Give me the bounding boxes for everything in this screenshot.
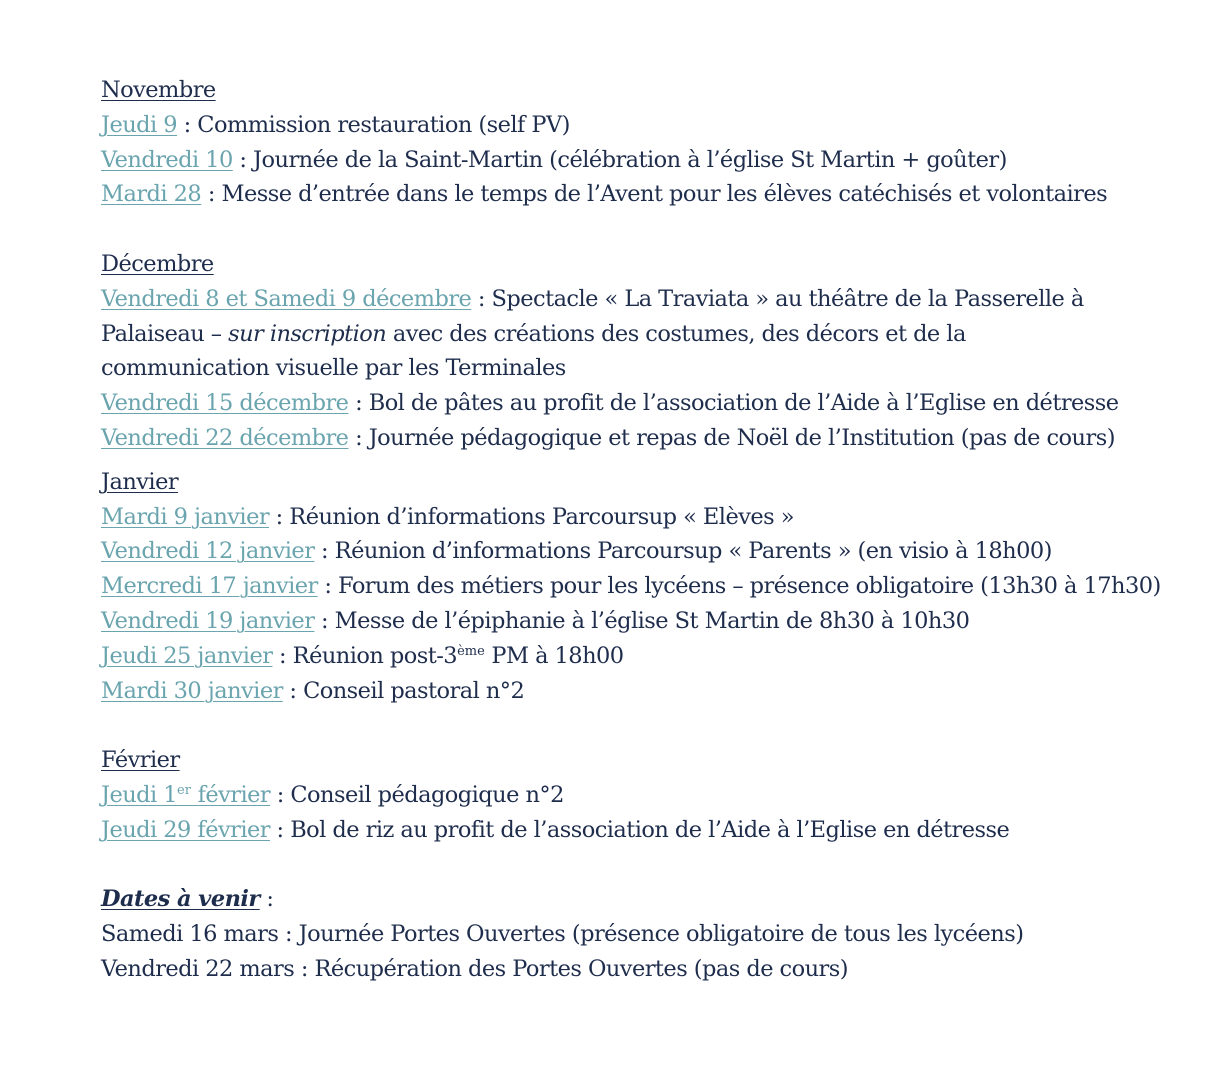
calendar-content bbox=[101, 73, 1211, 987]
event-line bbox=[101, 108, 1211, 143]
event-text: avec des créations des costumes, des décors et de la bbox=[392, 320, 966, 347]
month-label: Novembre bbox=[101, 77, 216, 103]
event-line bbox=[101, 639, 1211, 674]
month-heading-fevrier bbox=[101, 743, 1211, 778]
event-line bbox=[101, 386, 1211, 421]
superscript: er bbox=[177, 782, 191, 798]
month-heading-decembre bbox=[101, 247, 1211, 282]
event-text: Forum des métiers pour les lycéens – présence obligatoire (13h30 à 17h30) bbox=[337, 573, 1161, 600]
event-text: Journée pédagogique et repas de Noël de l’Institution (pas de cours) bbox=[368, 424, 1115, 451]
separator: : bbox=[266, 886, 274, 913]
event-text: Messe de l’épiphanie à l’église St Martin de 8h30 à 10h30 bbox=[334, 607, 970, 634]
event-date: Vendredi 12 janvier bbox=[101, 538, 315, 565]
event-text: Bol de riz au profit de l’association de l’Aide à l’Eglise en détresse bbox=[290, 816, 1010, 843]
event-text: PM à 18h00 bbox=[491, 642, 624, 669]
separator: : bbox=[477, 285, 485, 312]
event-text: Spectacle « La Traviata » au théâtre de la Passerelle à bbox=[491, 285, 1084, 312]
month-label: Février bbox=[101, 747, 180, 774]
event-date: Mardi 28 bbox=[101, 181, 202, 208]
event-date-part: février bbox=[197, 781, 271, 808]
event-line bbox=[101, 282, 1211, 317]
event-text: Récupération des Portes Ouvertes (pas de cours) bbox=[314, 955, 848, 982]
separator: : bbox=[355, 424, 363, 451]
event-continuation bbox=[101, 317, 1211, 352]
event-date: Vendredi 8 et Samedi 9 décembre bbox=[101, 285, 472, 312]
event-date: Samedi 16 mars bbox=[101, 921, 279, 948]
event-text: Messe d’entrée dans le temps de l’Avent pour les élèves catéchisés et volontaires bbox=[221, 181, 1108, 208]
event-date: Vendredi 10 bbox=[101, 146, 233, 173]
separator: : bbox=[276, 781, 284, 808]
event-line bbox=[101, 778, 1211, 813]
month-heading-janvier bbox=[101, 465, 1211, 500]
event-line bbox=[101, 952, 1211, 987]
event-line bbox=[101, 177, 1211, 212]
event-line bbox=[101, 674, 1211, 709]
separator: : bbox=[324, 573, 332, 600]
upcoming-heading bbox=[101, 882, 1211, 917]
spacer bbox=[101, 848, 1211, 883]
separator: : bbox=[321, 607, 329, 634]
event-line bbox=[101, 604, 1211, 639]
event-text: Conseil pastoral n°2 bbox=[303, 677, 525, 704]
separator: : bbox=[275, 503, 283, 530]
event-text-italic: sur inscription bbox=[228, 320, 387, 347]
event-text: communication visuelle par les Terminales bbox=[101, 355, 566, 382]
event-text: Palaiseau – bbox=[101, 320, 222, 347]
event-text: Commission restauration (self PV) bbox=[197, 111, 570, 138]
event-date bbox=[101, 782, 270, 808]
month-heading-novembre bbox=[101, 73, 1211, 108]
separator: : bbox=[207, 181, 215, 208]
month-label: Janvier bbox=[101, 468, 179, 495]
event-line bbox=[101, 813, 1211, 848]
separator: : bbox=[321, 538, 329, 565]
event-date: Jeudi 25 janvier bbox=[101, 642, 273, 669]
event-line bbox=[101, 569, 1211, 604]
event-text: Bol de pâtes au profit de l’association de l’Aide à l’Eglise en détresse bbox=[368, 390, 1119, 417]
event-text: Réunion d’informations Parcoursup « Elèves » bbox=[289, 503, 794, 530]
event-date: Vendredi 19 janvier bbox=[101, 607, 315, 634]
event-text: Conseil pédagogique n°2 bbox=[290, 781, 564, 808]
event-line bbox=[101, 917, 1211, 952]
event-line bbox=[101, 421, 1211, 456]
event-line bbox=[101, 143, 1211, 178]
event-text: Journée de la Saint-Martin (célébration à l’église St Martin + goûter) bbox=[253, 146, 1007, 173]
event-date-part: Jeudi 1 bbox=[101, 781, 178, 808]
separator: : bbox=[276, 816, 284, 843]
event-date: Jeudi 29 février bbox=[101, 816, 270, 843]
event-date: Vendredi 22 mars bbox=[101, 955, 295, 982]
separator: : bbox=[183, 111, 191, 138]
event-date: Mardi 30 janvier bbox=[101, 677, 283, 704]
separator: : bbox=[279, 642, 287, 669]
spacer bbox=[101, 212, 1211, 247]
event-date: Mardi 9 janvier bbox=[101, 503, 270, 530]
event-line bbox=[101, 500, 1211, 535]
event-continuation bbox=[101, 351, 1211, 386]
event-date: Vendredi 22 décembre bbox=[101, 424, 349, 451]
event-date: Jeudi 9 bbox=[101, 111, 178, 138]
separator: : bbox=[300, 955, 308, 982]
event-text: Journée Portes Ouvertes (présence obligatoire de tous les lycéens) bbox=[298, 921, 1024, 948]
event-text: Réunion d’informations Parcoursup « Parents » (en visio à 18h00) bbox=[334, 538, 1052, 565]
spacer bbox=[101, 456, 1211, 465]
event-text: Réunion post-3 bbox=[292, 642, 458, 669]
separator: : bbox=[355, 390, 363, 417]
upcoming-label: Dates à venir bbox=[101, 886, 260, 913]
separator: : bbox=[239, 146, 247, 173]
month-label: Décembre bbox=[101, 250, 214, 277]
spacer bbox=[101, 708, 1211, 743]
separator: : bbox=[284, 921, 293, 948]
event-date: Mercredi 17 janvier bbox=[101, 573, 318, 600]
event-line bbox=[101, 534, 1211, 569]
event-date: Vendredi 15 décembre bbox=[101, 390, 349, 417]
separator: : bbox=[289, 677, 297, 704]
superscript: ème bbox=[457, 643, 485, 659]
